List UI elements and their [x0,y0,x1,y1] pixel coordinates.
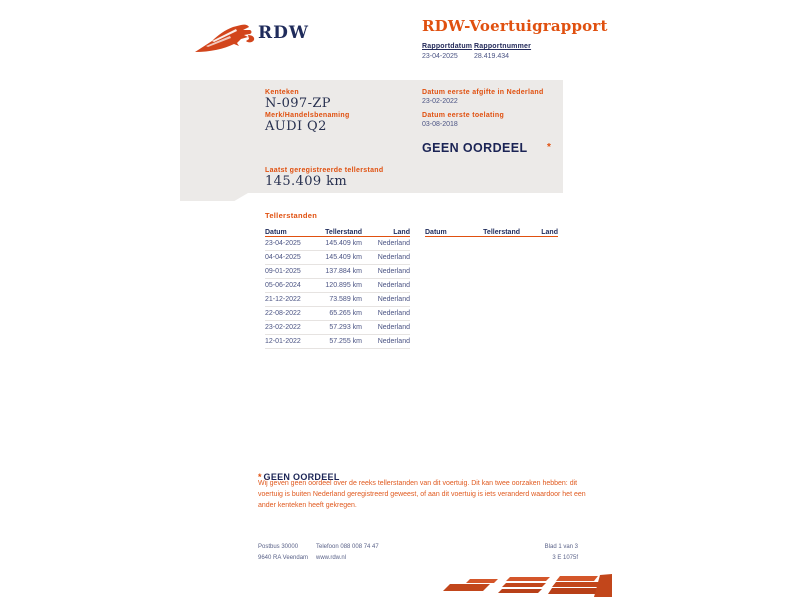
table-row [265,293,410,307]
tellerstand-label: Laatst geregistreerde tellerstand [265,167,384,174]
table-cell: Nederland [377,324,410,331]
column-header-tellerstand: Tellerstand [483,229,520,236]
rdw-stripes-graphic-icon [432,573,612,599]
footer-city: 9640 RA Veendam [258,555,309,561]
verdict-text: GEEN OORDEEL [422,141,528,155]
table-cell: 145.409 km [325,254,362,261]
footer-website[interactable]: www.rdw.nl [316,555,347,561]
toelating-value: 03-08-2018 [422,121,458,128]
table-cell: 09-01-2025 [265,268,301,275]
table-cell: Nederland [377,240,410,247]
column-header-land: Land [541,229,558,236]
footnote-asterisk: * [258,472,262,482]
odometer-table-header-right [425,225,558,237]
odometer-table-header-left [265,225,410,237]
table-cell: Nederland [377,338,410,345]
table-cell: 04-04-2025 [265,254,301,261]
report-number-label: Rapportnummer [474,43,532,50]
merk-value: AUDI Q2 [265,119,327,134]
verdict-asterisk: * [547,142,551,153]
kenteken-label: Kenteken [265,89,299,96]
column-header-datum: Datum [425,229,447,236]
afgifte-label: Datum eerste afgifte in Nederland [422,89,544,96]
tellerstanden-section-title: Tellerstanden [265,211,318,220]
footer-form-code: 3 E 1075f [552,555,578,561]
merk-label: Merk/Handelsbenaming [265,112,350,119]
footer-address [258,542,308,564]
table-cell: 21-12-2022 [265,296,301,303]
rdw-wordmark: RDW [258,23,309,43]
table-cell: 65.265 km [329,310,362,317]
column-header-land: Land [393,229,410,236]
table-cell: 73.589 km [329,296,362,303]
table-row [265,307,410,321]
report-number-value: 28.419.434 [474,53,510,60]
footer-contact [316,542,379,564]
table-row [265,321,410,335]
footer-meta [490,542,578,564]
table-cell: 05-06-2024 [265,282,301,289]
table-row [265,335,410,349]
footer-postbus: Postbus 30000 [258,544,299,550]
report-date-label: Rapportdatum [422,43,473,50]
summary-box-corner-tail [180,193,248,201]
table-cell: 23-02-2022 [265,324,301,331]
table-cell: 137.884 km [325,268,362,275]
table-row [265,265,410,279]
table-cell: Nederland [377,310,410,317]
table-cell: 22-08-2022 [265,310,301,317]
table-cell: Nederland [377,254,410,261]
table-cell: Nederland [377,296,410,303]
kenteken-value: N-097-ZP [265,96,331,111]
table-cell: 145.409 km [325,240,362,247]
odometer-table-body [265,237,410,349]
table-cell: Nederland [377,268,410,275]
footer-phone: Telefoon 088 008 74 47 [316,544,379,550]
vehicle-summary-box [180,80,563,193]
table-cell: Nederland [377,282,410,289]
table-row [265,279,410,293]
toelating-label: Datum eerste toelating [422,112,505,119]
tellerstand-value: 145.409 km [265,174,348,189]
footnote-title: GEEN OORDEEL [263,472,340,482]
table-cell: 57.255 km [329,338,362,345]
page-title: RDW-Voertuigrapport [422,17,608,35]
table-cell: 12-01-2022 [265,338,301,345]
table-cell: 23-04-2025 [265,240,301,247]
table-cell: 57.293 km [329,324,362,331]
column-header-tellerstand: Tellerstand [325,229,362,236]
column-header-datum: Datum [265,229,287,236]
table-row [265,251,410,265]
afgifte-value: 23-02-2022 [422,98,458,105]
footnote-body: Wij geven geen oordeel over de reeks tellerstanden van dit voertuig. Dit kan twee oorzaken hebben: dit voertuig is buiten Nederland geregistreerd geweest, of aan dit voertuig is iets veranderd waardoor het een ander kenteken heeft gekregen. [258,480,586,510]
report-date-value: 23-04-2025 [422,53,458,60]
table-cell: 120.895 km [325,282,362,289]
table-row [265,237,410,251]
footer-page-number: Blad 1 van 3 [544,544,578,550]
rdw-eagle-logo-icon [192,22,258,56]
